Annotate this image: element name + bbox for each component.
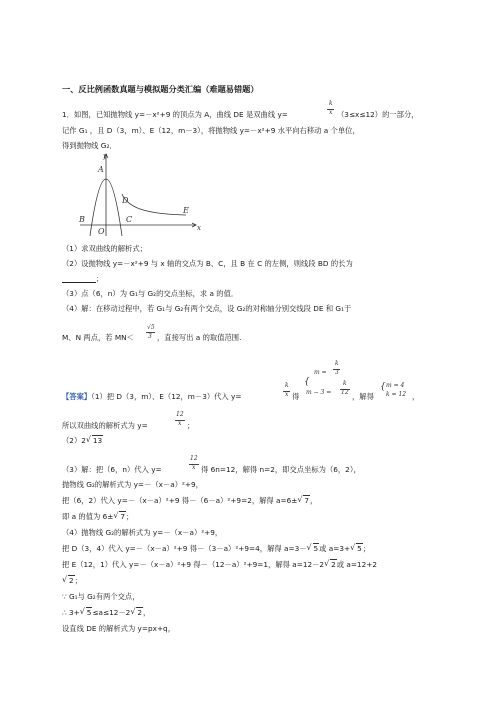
answer-2-text: （2）2	[62, 436, 86, 445]
sqrt-5-c: √ 5	[80, 608, 93, 617]
sub-question-2-blank-line	[62, 274, 103, 283]
label-E: E	[183, 206, 189, 215]
label-A: A	[98, 165, 104, 174]
system-1-brace-icon: {	[304, 377, 310, 387]
function-graph-figure	[76, 150, 202, 238]
answer-tag: 【答案】	[62, 392, 92, 401]
answer-1-get: 得	[292, 392, 300, 401]
label-x: x	[197, 224, 201, 232]
a6-text: 把（6，2）代入 y=－（x－a）²+9 得－（6－a）²+9=2，解得 a=6±	[62, 496, 298, 505]
sys1-bot-num: k	[343, 380, 347, 387]
sqrt-7: √ 7	[297, 496, 310, 505]
sys2-top: m = 4	[386, 382, 405, 389]
sys1-top-eq: m =	[314, 369, 327, 376]
label-C: C	[126, 215, 133, 224]
q1-frac-denominator: x	[329, 109, 333, 116]
a9-or: 或 a=3+	[319, 544, 351, 553]
sys1-bot-den: 12	[341, 389, 349, 396]
a13-text: ∴ 3+	[62, 608, 80, 617]
q1-text-b: （3≤x≤12）的一部分，	[337, 110, 419, 119]
answer-line-2-end: ；	[187, 421, 195, 430]
sub-question-2	[62, 259, 353, 268]
answer-line-14: 设直线 DE 的解析式为 y=px+q，	[62, 624, 175, 633]
hyperbola-curve	[122, 194, 186, 215]
a2-frac-numerator: 12	[176, 411, 184, 418]
q1-text-a: 1．如图，已知抛物线 y=－x²+9 的顶点为 A，曲线 DE 是双曲线 y=	[62, 110, 288, 119]
answer-1-solve: ，解得	[352, 392, 374, 401]
sqrt-13: √ 13	[86, 436, 103, 445]
label-y: y	[103, 152, 107, 160]
sub4-frac-numerator: √5	[147, 324, 155, 331]
answer-line-5: 抛物线 G₂的解析式为 y=－（x－a）²+9，	[62, 480, 203, 489]
answer-line-4: （3）解：把（6，n）代入 y=	[62, 465, 162, 474]
a2-frac-denominator: x	[178, 420, 182, 427]
sub-question-1: （1）求双曲线的解析式；	[62, 244, 147, 253]
sub4-frac-denominator: 3	[148, 333, 152, 340]
a13-mid: ≤a≤12－2	[92, 608, 131, 617]
a10-or: 或 a=12+2	[336, 560, 377, 569]
answer-1-end: ，	[412, 392, 420, 401]
sqrt-2-a: √ 2	[324, 560, 337, 569]
a6-end: ，	[310, 496, 318, 505]
answer-line-3	[62, 436, 103, 445]
sub-question-2-text: （2）设抛物线 y=－x²+9 与 x 轴的交点为 B、C，且 B 在 C 的左侧，则线段 BD 的长为	[62, 259, 353, 268]
answer-line-11	[62, 576, 82, 585]
sqrt-5-b: √ 5	[350, 544, 363, 553]
label-B: B	[79, 215, 85, 224]
a10-text: 把 E（12，1）代入 y=－（x－a）²+9 得－（12－a）²+9=1，解得 a=12－2	[62, 560, 325, 569]
sys1-top-num: k	[335, 360, 339, 367]
label-O: O	[98, 227, 105, 236]
system-2-brace-icon: {	[380, 382, 386, 392]
a9-end: ；	[362, 544, 371, 553]
answer-line-6	[62, 496, 317, 505]
answer-line-12: ∵ G₁与 G₂有两个交点，	[62, 592, 140, 601]
label-D: D	[122, 196, 129, 205]
a13-end: ，	[142, 608, 151, 617]
answer-line-2: 所以双曲线的解析式为 y=	[62, 421, 148, 430]
answer-line-13	[62, 608, 150, 617]
sys2-bot: k = 12	[386, 391, 407, 398]
answer-line-1	[62, 392, 241, 401]
sqrt-2-b: √ 2	[62, 576, 75, 585]
section-title: 一、反比例函数真题与模拟题分类汇编（难题易错题）	[62, 84, 259, 94]
sqrt-5-a: √ 5	[307, 544, 320, 553]
a11-end: ；	[74, 576, 82, 585]
sub-question-2-end: ；	[96, 274, 104, 283]
answer-line-4-end: 得 6n=12，解得 n=2，即交点坐标为（6，2），	[201, 465, 361, 474]
a7-end: ；	[126, 512, 134, 521]
sqrt-2-c: √ 2	[130, 608, 143, 617]
answer-blank	[62, 276, 96, 283]
a9-text: 把 D（3，4）代入 y=－（x－a）²+9 得－（3－a）²+9=4，解得 a=3－	[62, 544, 307, 553]
a4-frac-denominator: x	[192, 464, 196, 471]
answer-line-7	[62, 512, 133, 521]
a1-frac-numerator: k	[285, 382, 289, 389]
answer-line-8: （4）抛物线 G₂的解析式为 y=－（x－a）²+9，	[62, 528, 223, 537]
sub-question-4-line-1: （4）解：在移动过程中，若 G₁与 G₂有两个交点，设 G₂的对称轴分别交线段 DE 和 G₁于	[62, 304, 352, 313]
question-1-line-1	[62, 110, 288, 119]
answer-line-9	[62, 544, 370, 553]
sys1-bot-eq: m − 3 =	[306, 389, 332, 396]
a1-frac-denominator: x	[285, 391, 289, 398]
sub-question-4-line-2a: M、N 两点，若 MN＜	[62, 333, 134, 342]
answer-1-text: （1）把 D（3，m）、E（12，m－3）代入 y=	[91, 392, 242, 401]
question-1-line-2: 记作 G₁ ，且 D（3，m）、E（12，m－3），将抛物线 y=－x²+9 水平向右移动 a 个单位，	[62, 126, 360, 135]
question-1-line-3: 得到抛物线 G₂．	[62, 141, 117, 150]
answer-line-10	[62, 560, 377, 569]
sub-question-4-line-2b: ，直接写出 a 的取值范围.	[157, 333, 242, 342]
a7-text: 即 a 的值为 6±	[62, 512, 114, 521]
sys1-top-den: 3	[335, 369, 339, 376]
a4-frac-numerator: 12	[190, 455, 198, 462]
sub-question-3: （3）点（6，n）为 G₁与 G₂的交点坐标，求 a 的值．	[62, 289, 239, 298]
sqrt-7-b: √ 7	[113, 512, 126, 521]
q1-frac-numerator: k	[329, 100, 333, 107]
